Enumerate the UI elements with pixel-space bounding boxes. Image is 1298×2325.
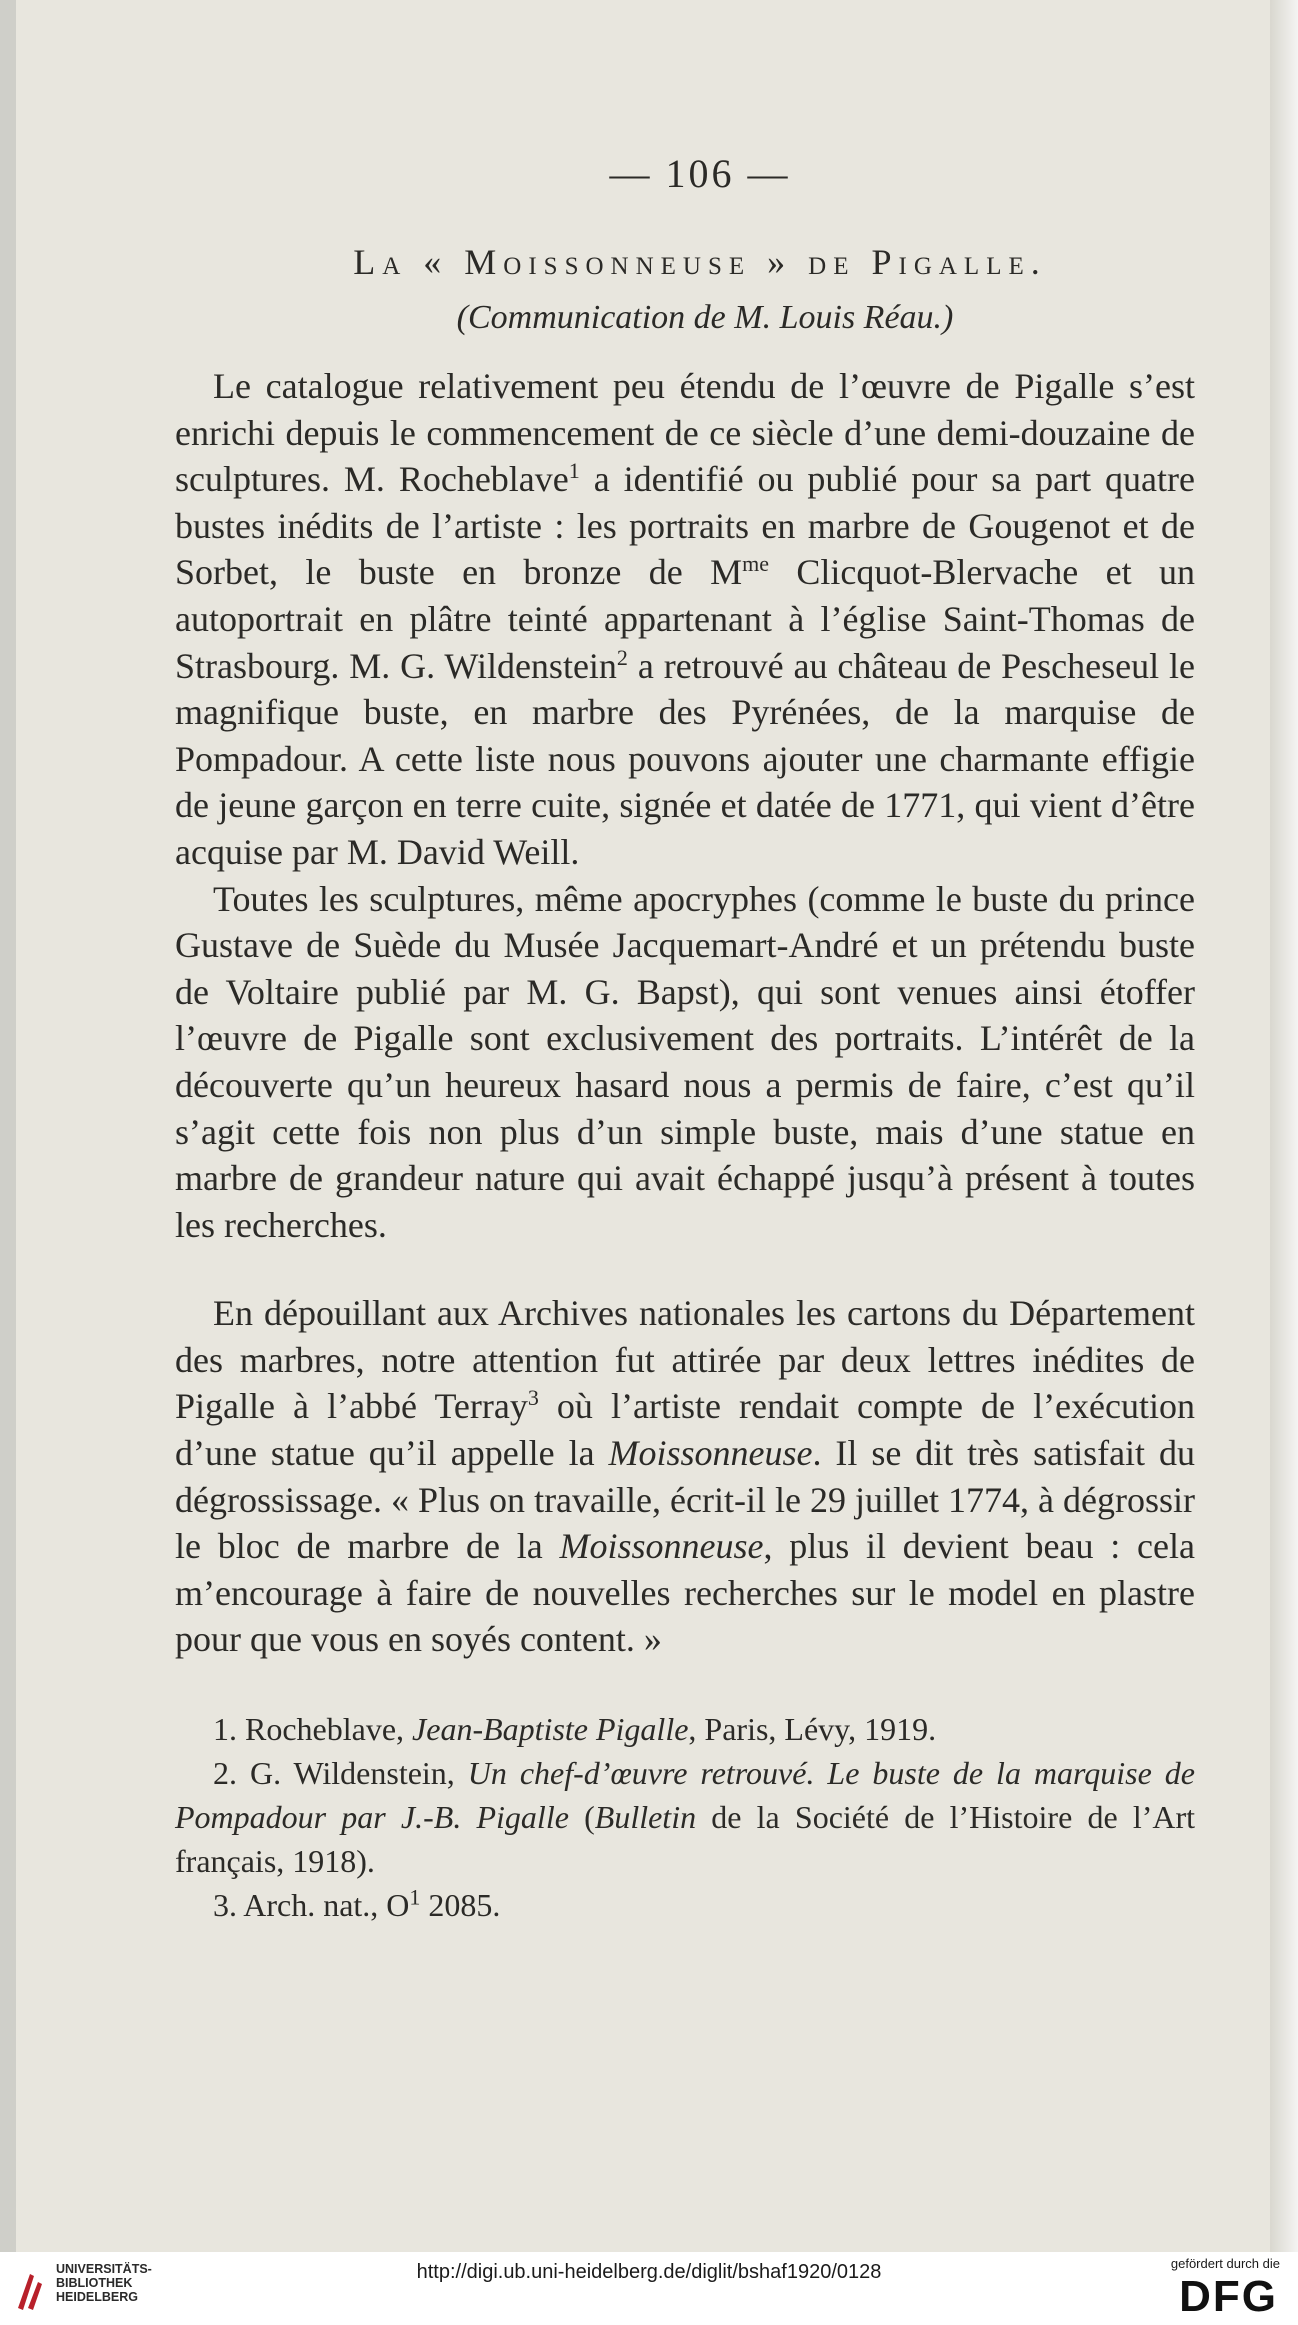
page-number: — 106 — <box>609 151 791 196</box>
footnote-ref-2: 2 <box>616 644 628 670</box>
footnote-number: 2. <box>213 1755 237 1792</box>
footnotes <box>175 1707 1195 1927</box>
text-run: . Il se dit très satisfait du dégrossissage. « Plus on travaille, écrit-il le 29 juillet 1774, à dégrossir le bloc de marbre de la <box>175 1433 1195 1567</box>
dfg-logo: DFG <box>1179 2272 1278 2321</box>
text-run: où l’artiste rendait compte de l’exécution d’une statue qu’il appelle la <box>175 1386 1195 1474</box>
page-edge-shadow <box>1270 0 1298 2252</box>
footnote-2 <box>175 1751 1195 1883</box>
text-run: 2085. <box>420 1887 501 1924</box>
footnote-number: 3. <box>213 1887 237 1924</box>
italic-title: Moissonneuse <box>608 1433 813 1474</box>
footnote-3 <box>175 1883 1195 1927</box>
article-subtitle: (Communication de M. Louis Réau.) <box>456 299 954 336</box>
page-content <box>175 150 1195 1927</box>
footnote-1 <box>175 1707 1195 1751</box>
text-run: , Paris, Lévy, 1919. <box>688 1711 937 1748</box>
text-run: a identifié ou publié pour sa part quatre bustes inédits de l’artiste : les portraits en marbre de Gougenot et de Sorbet, le buste en bronze de M <box>175 459 1195 593</box>
footnote-number: 1. <box>213 1711 237 1748</box>
text-run: a retrouvé au château de Pescheseul le magnifique buste, en marbre des Pyrénées, de la marquise de Pompadour. A cette liste nous pouvons ajouter une charmante effigie de jeune garçon en terre cuite, signée et datée de 1771, qui vient d’être acquise par M. David Weill. <box>175 645 1195 872</box>
text-run: G. Wildenstein, <box>237 1755 468 1792</box>
madame-abbrev: me <box>742 551 769 577</box>
italic-title: Bulletin <box>594 1799 697 1836</box>
superscript: 1 <box>409 1884 421 1910</box>
permalink-url[interactable]: http://digi.ub.uni-heidelberg.de/diglit/bshaf1920/0128 <box>416 2261 882 2283</box>
text-run: ( <box>568 1799 595 1836</box>
text-run: En dépouillant aux Archives nationales les cartons du Département des marbres, notre attention fut attirée par deux lettres inédites de Pigalle à l’abbé Terray <box>175 1293 1195 1427</box>
institution-line-2: BIBLIOTHEK <box>56 2276 133 2290</box>
institution-line-1: UNIVERSITÄTS- <box>56 2262 152 2276</box>
footnote-ref-3: 3 <box>527 1385 539 1411</box>
text-run: , plus il devient beau : cela m’encourage à faire de nouvelles recherches sur le model en plastre pour que vous en soyés content. » <box>175 1526 1195 1660</box>
italic-title: Moissonneuse <box>559 1526 764 1567</box>
text-run: Arch. nat., O <box>237 1887 410 1924</box>
text-run: de la Société de l’Histoire de l’Art français, 1918). <box>175 1799 1196 1880</box>
paragraph-3 <box>175 1290 1195 1663</box>
institution-line-3: HEIDELBERG <box>56 2290 138 2304</box>
italic-title: Jean-Baptiste Pigalle <box>412 1711 689 1748</box>
text-run: Le catalogue relativement peu étendu de l’œuvre de Pigalle s’est enrichi depuis le commencement de ce siècle d’une demi-douzaine de sculptures. M. Rocheblave <box>175 366 1195 500</box>
paragraph-2: Toutes les sculptures, même apocryphes (comme le buste du prince Gustave de Suède du Musée Jacquemart-André et un prétendu buste de Voltaire publié par M. G. Bapst), qui sont venues ainsi étoffer l’œuvre de Pigalle sont exclusivement des portraits. L’intérêt de la découverte qu’un heureux hasard nous a permis de faire, c’est qu’il s’agit cette fois non plus d’un simple buste, mais d’une statue en marbre de grandeur nature qui avait échappé jusqu’à présent à toutes les recherches. <box>175 878 1195 1245</box>
footnote-ref-1: 1 <box>568 458 580 484</box>
article-title: La « Moissonneuse » de Pigalle. <box>353 242 1047 282</box>
italic-title: Un chef-d’œuvre retrouvé. Le buste de la marquise de Pompadour par J.-B. Pigalle <box>175 1755 1196 1836</box>
paragraph-1 <box>175 363 1195 876</box>
funded-by-label: gefördert durch die <box>1170 2256 1280 2271</box>
text-run: Clicquot-Blervache et un autoportrait en plâtre teinté appartenant à l’église Saint-Thomas de Strasbourg. M. G. Wildenstein <box>175 552 1195 686</box>
text-run: Rocheblave, <box>237 1711 413 1748</box>
